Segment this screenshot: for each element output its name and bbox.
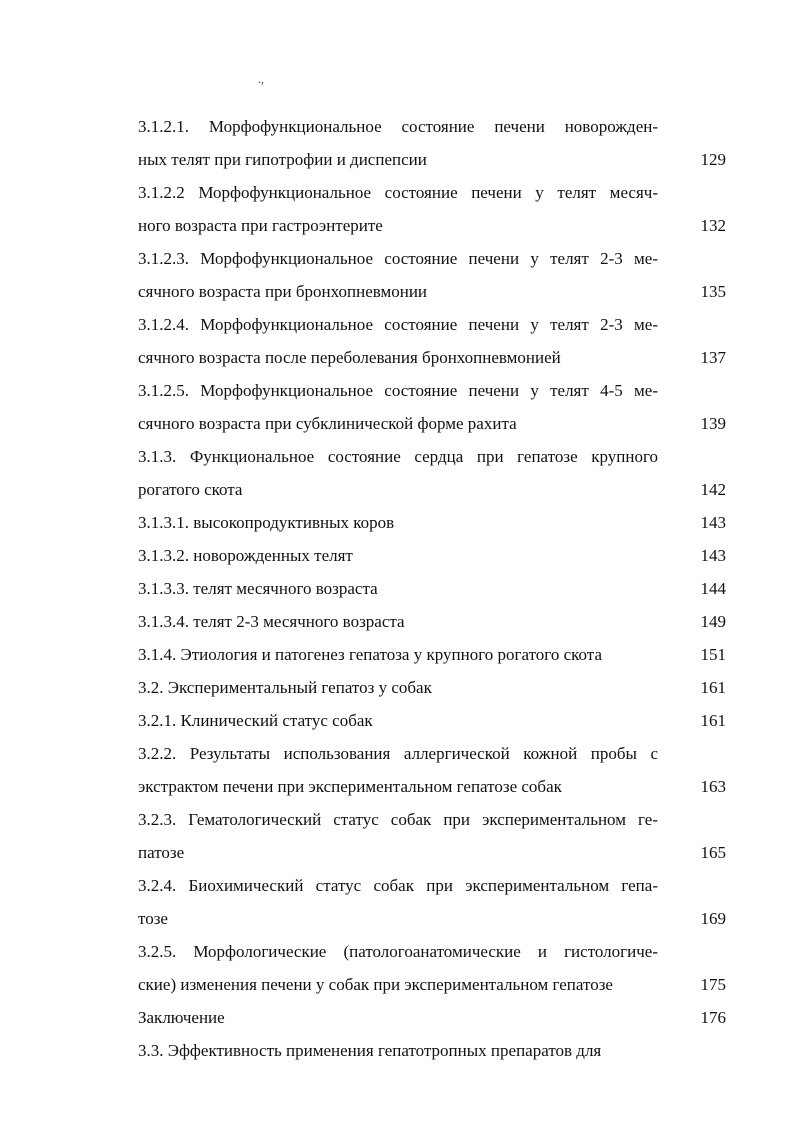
toc-page-number: 135 — [700, 282, 726, 301]
toc-line — [138, 770, 730, 803]
table-of-contents — [138, 110, 730, 1067]
toc-page-number: 143 — [700, 513, 726, 532]
toc-entry-text: 3.1.4. Этиология и патогенез гепатоза у крупного рогатого скота — [138, 645, 602, 664]
toc-entry-text: сячного возраста после переболевания бронхопневмонией — [138, 348, 561, 367]
toc-entry-text: 3.1.2.3. Морфофункциональное состояние печени у телят 2-3 ме- — [138, 249, 658, 268]
toc-line — [138, 374, 730, 407]
toc-page-number: 165 — [700, 843, 726, 862]
toc-line — [138, 242, 730, 275]
toc-line — [138, 308, 730, 341]
toc-page-number: 169 — [700, 909, 726, 928]
toc-line — [138, 1034, 730, 1067]
toc-line — [138, 440, 730, 473]
toc-entry-text: Заключение — [138, 1008, 225, 1027]
toc-entry-text: 3.1.3. Функциональное состояние сердца при гепатозе крупного — [138, 447, 658, 466]
toc-page-number: 151 — [700, 645, 726, 664]
toc-line — [138, 935, 730, 968]
toc-line — [138, 704, 730, 737]
toc-entry-text: патозе — [138, 843, 185, 862]
toc-entry-text: 3.2.5. Морфологические (патологоанатомические и гистологиче- — [138, 942, 658, 961]
toc-page-number: 149 — [700, 612, 726, 631]
toc-entry-text: ных телят при гипотрофии и диспепсии — [138, 150, 427, 169]
toc-entry-text: 3.1.3.2. новорожденных телят — [138, 546, 353, 565]
toc-line — [138, 968, 730, 1001]
toc-entry-text: 3.1.2.2 Морфофункциональное состояние печени у телят месяч- — [138, 183, 658, 202]
toc-line — [138, 605, 730, 638]
toc-page-number: 161 — [700, 678, 726, 697]
toc-entry-text: 3.1.3.1. высокопродуктивных коров — [138, 513, 395, 532]
toc-page-number: 137 — [700, 348, 726, 367]
toc-entry-text: 3.1.2.1. Морфофункциональное состояние печени новорожден- — [138, 117, 658, 136]
toc-page-number: 144 — [700, 579, 726, 598]
toc-entry-text: экстрактом печени при экспериментальном гепатозе собак — [138, 777, 562, 796]
toc-entry-text: 3.2.1. Клинический статус собак — [138, 711, 373, 730]
toc-line — [138, 869, 730, 902]
toc-entry-text: 3.1.3.4. телят 2-3 месячного возраста — [138, 612, 405, 631]
toc-entry-text: 3.1.3.3. телят месячного возраста — [138, 579, 378, 598]
toc-entry-text: 3.1.2.4. Морфофункциональное состояние печени у телят 2-3 ме- — [138, 315, 658, 334]
toc-page-number: 176 — [700, 1008, 726, 1027]
toc-line — [138, 506, 730, 539]
toc-entry-text: ские) изменения печени у собак при экспериментальном гепатозе — [138, 975, 613, 994]
toc-line — [138, 473, 730, 506]
toc-page-number: 139 — [700, 414, 726, 433]
toc-page-number: 163 — [700, 777, 726, 796]
toc-line — [138, 638, 730, 671]
toc-entry-text: 3.2.4. Биохимический статус собак при экспериментальном гепа- — [138, 876, 658, 895]
toc-entry-text: 3.2.2. Результаты использования аллергической кожной пробы с — [138, 744, 658, 763]
toc-entry-text: 3.3. Эффективность применения гепатотропных препаратов для — [138, 1041, 602, 1060]
toc-line — [138, 110, 730, 143]
toc-line — [138, 671, 730, 704]
toc-line — [138, 803, 730, 836]
toc-line — [138, 539, 730, 572]
toc-line — [138, 572, 730, 605]
toc-line — [138, 341, 730, 374]
toc-page-number: 175 — [700, 975, 726, 994]
toc-entry-text: тозе — [138, 909, 168, 928]
toc-line — [138, 1001, 730, 1034]
toc-line — [138, 143, 730, 176]
toc-page-number: 142 — [700, 480, 726, 499]
scan-mark: ., — [258, 72, 264, 86]
toc-line — [138, 275, 730, 308]
toc-line — [138, 737, 730, 770]
toc-line — [138, 209, 730, 242]
toc-line — [138, 176, 730, 209]
toc-entry-text: рогатого скота — [138, 480, 243, 499]
toc-entry-text: ного возраста при гастроэнтерите — [138, 216, 383, 235]
toc-entry-text: 3.1.2.5. Морфофункциональное состояние печени у телят 4-5 ме- — [138, 381, 658, 400]
toc-page-number: 129 — [700, 150, 726, 169]
toc-entry-text: 3.2.3. Гематологический статус собак при экспериментальном ге- — [138, 810, 658, 829]
toc-line — [138, 407, 730, 440]
toc-entry-text: 3.2. Экспериментальный гепатоз у собак — [138, 678, 432, 697]
toc-page-number: 132 — [700, 216, 726, 235]
toc-page-number: 161 — [700, 711, 726, 730]
toc-entry-text: сячного возраста при субклинической форме рахита — [138, 414, 517, 433]
toc-line — [138, 902, 730, 935]
toc-line — [138, 836, 730, 869]
toc-page-number: 143 — [700, 546, 726, 565]
toc-entry-text: сячного возраста при бронхопневмонии — [138, 282, 428, 301]
